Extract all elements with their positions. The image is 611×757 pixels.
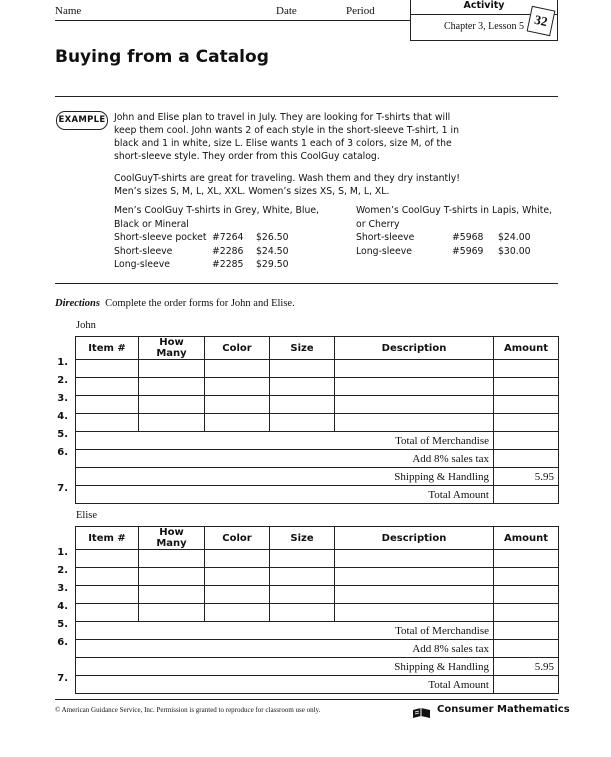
header-row xyxy=(76,337,559,360)
description-cell[interactable] xyxy=(335,604,494,622)
item-cell[interactable] xyxy=(76,604,139,622)
summary-amount[interactable]: 5.95 xyxy=(494,658,559,676)
size-cell[interactable] xyxy=(270,586,335,604)
amount-cell[interactable] xyxy=(494,360,559,378)
col-item: Item # xyxy=(76,527,139,550)
col-how-many: How Many xyxy=(139,337,205,360)
row-number: 1. xyxy=(57,547,68,558)
summary-label: Shipping & Handling xyxy=(76,468,494,486)
period-label: Period xyxy=(346,5,375,17)
catalog-item xyxy=(114,245,334,259)
size-cell[interactable] xyxy=(270,568,335,586)
catalog-item xyxy=(114,231,334,245)
catalog-item xyxy=(356,245,556,259)
how-many-cell[interactable] xyxy=(139,360,205,378)
catalog-ad-text xyxy=(114,172,460,198)
size-cell[interactable] xyxy=(270,396,335,414)
description-cell[interactable] xyxy=(335,378,494,396)
amount-cell[interactable] xyxy=(494,396,559,414)
item-style: Long-sleeve xyxy=(356,245,412,257)
example-badge: EXAMPLE xyxy=(56,111,108,130)
col-item: Item # xyxy=(76,337,139,360)
row-number: 1. xyxy=(57,357,68,368)
summary-amount[interactable] xyxy=(494,622,559,640)
item-price: $29.50 xyxy=(256,259,289,270)
table-row xyxy=(76,414,559,432)
form-name-elise: Elise xyxy=(76,510,97,521)
item-cell[interactable] xyxy=(76,396,139,414)
row-number: 7. xyxy=(57,483,68,494)
summary-amount[interactable] xyxy=(494,450,559,468)
item-style: Short-sleeve xyxy=(356,232,415,243)
amount-cell[interactable] xyxy=(494,378,559,396)
amount-cell[interactable] xyxy=(494,604,559,622)
item-number: #5969 xyxy=(452,245,484,257)
description-cell[interactable] xyxy=(335,414,494,432)
row-number: 3. xyxy=(57,393,68,404)
header-row xyxy=(76,527,559,550)
row-number: 6. xyxy=(57,447,68,458)
description-cell[interactable] xyxy=(335,550,494,568)
summary-label: Total Amount xyxy=(76,676,494,694)
summary-row xyxy=(76,676,559,694)
how-many-cell[interactable] xyxy=(139,568,205,586)
item-cell[interactable] xyxy=(76,550,139,568)
item-number: #5968 xyxy=(452,232,484,243)
col-color: Color xyxy=(205,527,270,550)
color-cell[interactable] xyxy=(205,396,270,414)
item-price: $30.00 xyxy=(498,245,531,257)
item-style: Short-sleeve pocket xyxy=(114,232,207,243)
col-size: Size xyxy=(270,527,335,550)
item-price: $26.50 xyxy=(256,232,289,243)
summary-amount[interactable] xyxy=(494,676,559,694)
how-many-cell[interactable] xyxy=(139,396,205,414)
table-row xyxy=(76,396,559,414)
col-color: Color xyxy=(205,337,270,360)
color-cell[interactable] xyxy=(205,360,270,378)
color-cell[interactable] xyxy=(205,414,270,432)
col-how-many: How Many xyxy=(139,527,205,550)
how-many-cell[interactable] xyxy=(139,550,205,568)
activity-label: Activity xyxy=(463,0,505,11)
women-heading: or Cherry xyxy=(356,218,400,230)
description-cell[interactable] xyxy=(335,568,494,586)
row-number: 5. xyxy=(57,619,68,630)
col-amount: Amount xyxy=(494,337,559,360)
table-row xyxy=(76,586,559,604)
summary-label: Add 8% sales tax xyxy=(76,450,494,468)
women-heading: Women’s CoolGuy T-shirts in Lapis, White, xyxy=(356,205,553,216)
summary-amount[interactable] xyxy=(494,432,559,450)
copyright: © American Guidance Service, Inc. Permission is granted to reproduce for classroom use only. xyxy=(55,706,321,714)
summary-label: Total Amount xyxy=(76,486,494,504)
example-line: keep them cool. John wants 2 of each style in the short-sleeve T-shirt, 1 in xyxy=(114,125,459,136)
item-cell[interactable] xyxy=(76,378,139,396)
directions xyxy=(55,298,295,309)
catalog-item xyxy=(114,258,334,272)
item-style: Short-sleeve xyxy=(114,245,173,257)
row-number: 3. xyxy=(57,583,68,594)
table-row xyxy=(76,378,559,396)
amount-cell[interactable] xyxy=(494,568,559,586)
col-description: Description xyxy=(335,337,494,360)
ad-line: CoolGuyT-shirts are great for traveling. Wash them and they dry instantly! xyxy=(114,173,460,184)
ad-line: Men’s sizes S, M, L, XL, XXL. Women’s sizes XS, S, M, L, XL. xyxy=(114,186,390,197)
item-cell[interactable] xyxy=(76,568,139,586)
color-cell[interactable] xyxy=(205,604,270,622)
men-catalog xyxy=(114,204,334,272)
book-icon xyxy=(412,704,432,716)
amount-cell[interactable] xyxy=(494,414,559,432)
item-price: $24.50 xyxy=(256,245,289,257)
col-size: Size xyxy=(270,337,335,360)
row-number: 6. xyxy=(57,637,68,648)
how-many-cell[interactable] xyxy=(139,414,205,432)
color-cell[interactable] xyxy=(205,568,270,586)
table-row xyxy=(76,360,559,378)
date-label: Date xyxy=(276,5,297,17)
how-many-cell[interactable] xyxy=(139,604,205,622)
size-cell[interactable] xyxy=(270,360,335,378)
summary-amount[interactable] xyxy=(494,640,559,658)
amount-cell[interactable] xyxy=(494,550,559,568)
summary-row xyxy=(76,640,559,658)
example-line: John and Elise plan to travel in July. They are looking for T-shirts that will xyxy=(114,112,451,123)
description-cell[interactable] xyxy=(335,586,494,604)
order-form-john xyxy=(75,336,559,504)
item-number: #2286 xyxy=(212,245,244,257)
row-number: 5. xyxy=(57,429,68,440)
example-text xyxy=(114,111,459,163)
how-many-cell[interactable] xyxy=(139,378,205,396)
men-heading: Black or Mineral xyxy=(114,218,189,230)
catalog-item xyxy=(356,231,556,245)
page-title: Buying from a Catalog xyxy=(55,47,269,67)
col-description: Description xyxy=(335,527,494,550)
item-cell[interactable] xyxy=(76,586,139,604)
table-row xyxy=(76,550,559,568)
women-catalog xyxy=(356,204,556,258)
size-cell[interactable] xyxy=(270,378,335,396)
summary-label: Shipping & Handling xyxy=(76,658,494,676)
summary-label: Total of Merchandise xyxy=(76,622,494,640)
item-number: #7264 xyxy=(212,232,244,243)
summary-amount[interactable]: 5.95 xyxy=(494,468,559,486)
example-line: short-sleeve style. They order from this CoolGuy catalog. xyxy=(114,151,380,162)
item-cell[interactable] xyxy=(76,360,139,378)
form-name-john: John xyxy=(76,320,96,331)
row-number: 2. xyxy=(57,565,68,576)
size-cell[interactable] xyxy=(270,550,335,568)
summary-label: Add 8% sales tax xyxy=(76,640,494,658)
row-number: 4. xyxy=(57,411,68,422)
description-cell[interactable] xyxy=(335,360,494,378)
item-cell[interactable] xyxy=(76,414,139,432)
item-number: #2285 xyxy=(212,259,244,270)
row-number: 4. xyxy=(57,601,68,612)
men-heading: Men’s CoolGuy T-shirts in Grey, White, Blue, xyxy=(114,205,320,216)
size-cell[interactable] xyxy=(270,604,335,622)
color-cell[interactable] xyxy=(205,378,270,396)
table-row xyxy=(76,604,559,622)
item-price: $24.00 xyxy=(498,232,531,243)
example-line: black and 1 in white, size L. Elise wants 1 each of 3 colors, size M, of the xyxy=(114,138,452,149)
description-cell[interactable] xyxy=(335,396,494,414)
directions-text: Complete the order forms for John and Elise. xyxy=(105,298,295,309)
col-amount: Amount xyxy=(494,527,559,550)
order-form-elise xyxy=(75,526,559,694)
title-rule xyxy=(55,96,558,97)
summary-row xyxy=(76,450,559,468)
summary-row xyxy=(76,622,559,640)
color-cell[interactable] xyxy=(205,550,270,568)
item-style: Long-sleeve xyxy=(114,259,170,270)
how-many-cell[interactable] xyxy=(139,586,205,604)
summary-row xyxy=(76,432,559,450)
amount-cell[interactable] xyxy=(494,586,559,604)
chapter-lesson: Chapter 3, Lesson 5 xyxy=(444,21,524,32)
summary-row xyxy=(76,468,559,486)
section-rule xyxy=(55,283,558,284)
summary-row xyxy=(76,486,559,504)
row-number: 7. xyxy=(57,673,68,684)
summary-row xyxy=(76,658,559,676)
size-cell[interactable] xyxy=(270,414,335,432)
summary-amount[interactable] xyxy=(494,486,559,504)
header-rule xyxy=(55,20,410,21)
subject-label: Consumer Mathematics xyxy=(437,704,570,715)
color-cell[interactable] xyxy=(205,586,270,604)
table-row xyxy=(76,568,559,586)
directions-label: Directions xyxy=(55,298,100,309)
name-label: Name xyxy=(55,5,82,17)
summary-label: Total of Merchandise xyxy=(76,432,494,450)
footer-rule xyxy=(55,699,558,700)
row-number: 2. xyxy=(57,375,68,386)
activity-number: 32 xyxy=(527,6,556,36)
